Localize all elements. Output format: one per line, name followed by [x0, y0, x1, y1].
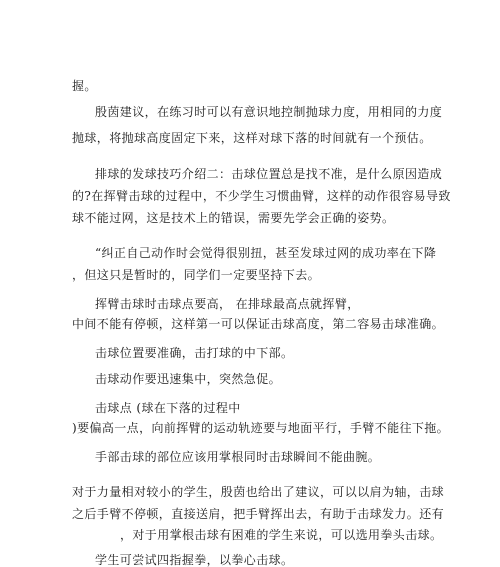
paragraph-line: 击球动作要迅速集中，突然急促。	[95, 372, 282, 386]
paragraph-line: )要偏高一点，向前挥臂的运动轨迹要与地面平行，手臂不能往下拖。	[72, 421, 450, 435]
paragraph-line: ，对于用掌根击球有困难的学生来说，可以选用拳头击球。	[120, 528, 443, 542]
paragraph-line: 击球点 (球在下落的过程中	[95, 401, 241, 415]
paragraph-line: 手部击球的部位应该用掌根同时击球瞬间不能曲腕。	[95, 450, 381, 464]
paragraph-line: 击球位置要准确，击打球的中下部。	[95, 346, 294, 360]
paragraph-line: 中间不能有停顿，这样第一可以保证击球高度，第二容易击球准确。	[72, 317, 445, 331]
paragraph-line: 排球的发球技巧介绍二：击球位置总是找不准，是什么原因造成	[95, 167, 443, 181]
paragraph-line: 殷茵建议，在练习时可以有意识地控制抛球力度，用相同的力度	[95, 105, 443, 119]
paragraph-line: “纠正自己动作时会觉得很别扭，甚至发球过网的成功率在下降	[95, 246, 437, 260]
paragraph-line: ，但这只是暂时的，同学们一定要坚持下去。	[72, 268, 321, 282]
paragraph-line: 之后手臂不停顿，直接送肩，把手臂挥出去，有助于击球发力。还有	[72, 507, 445, 521]
paragraph-line: 球不能过网，这是技术上的错误，需要先学会正确的姿势。	[72, 211, 395, 225]
paragraph-line: 握。	[72, 79, 97, 93]
paragraph-line: 对于力量相对较小的学生，殷茵也给出了建议，可以以肩为轴，击球	[72, 485, 445, 499]
paragraph-line: 抛球，将抛球高度固定下来，这样对球下落的时间就有一个预估。	[72, 131, 432, 145]
paragraph-line: 的?在挥臂击球的过程中，不少学生习惯曲臂，这样的动作很容易导致	[72, 189, 451, 203]
paragraph-line: 学生可尝试四指握拳，以拳心击球。	[95, 553, 294, 567]
paragraph-line: 挥臂击球时击球点要高， 在排球最高点就挥臂，	[95, 297, 360, 311]
